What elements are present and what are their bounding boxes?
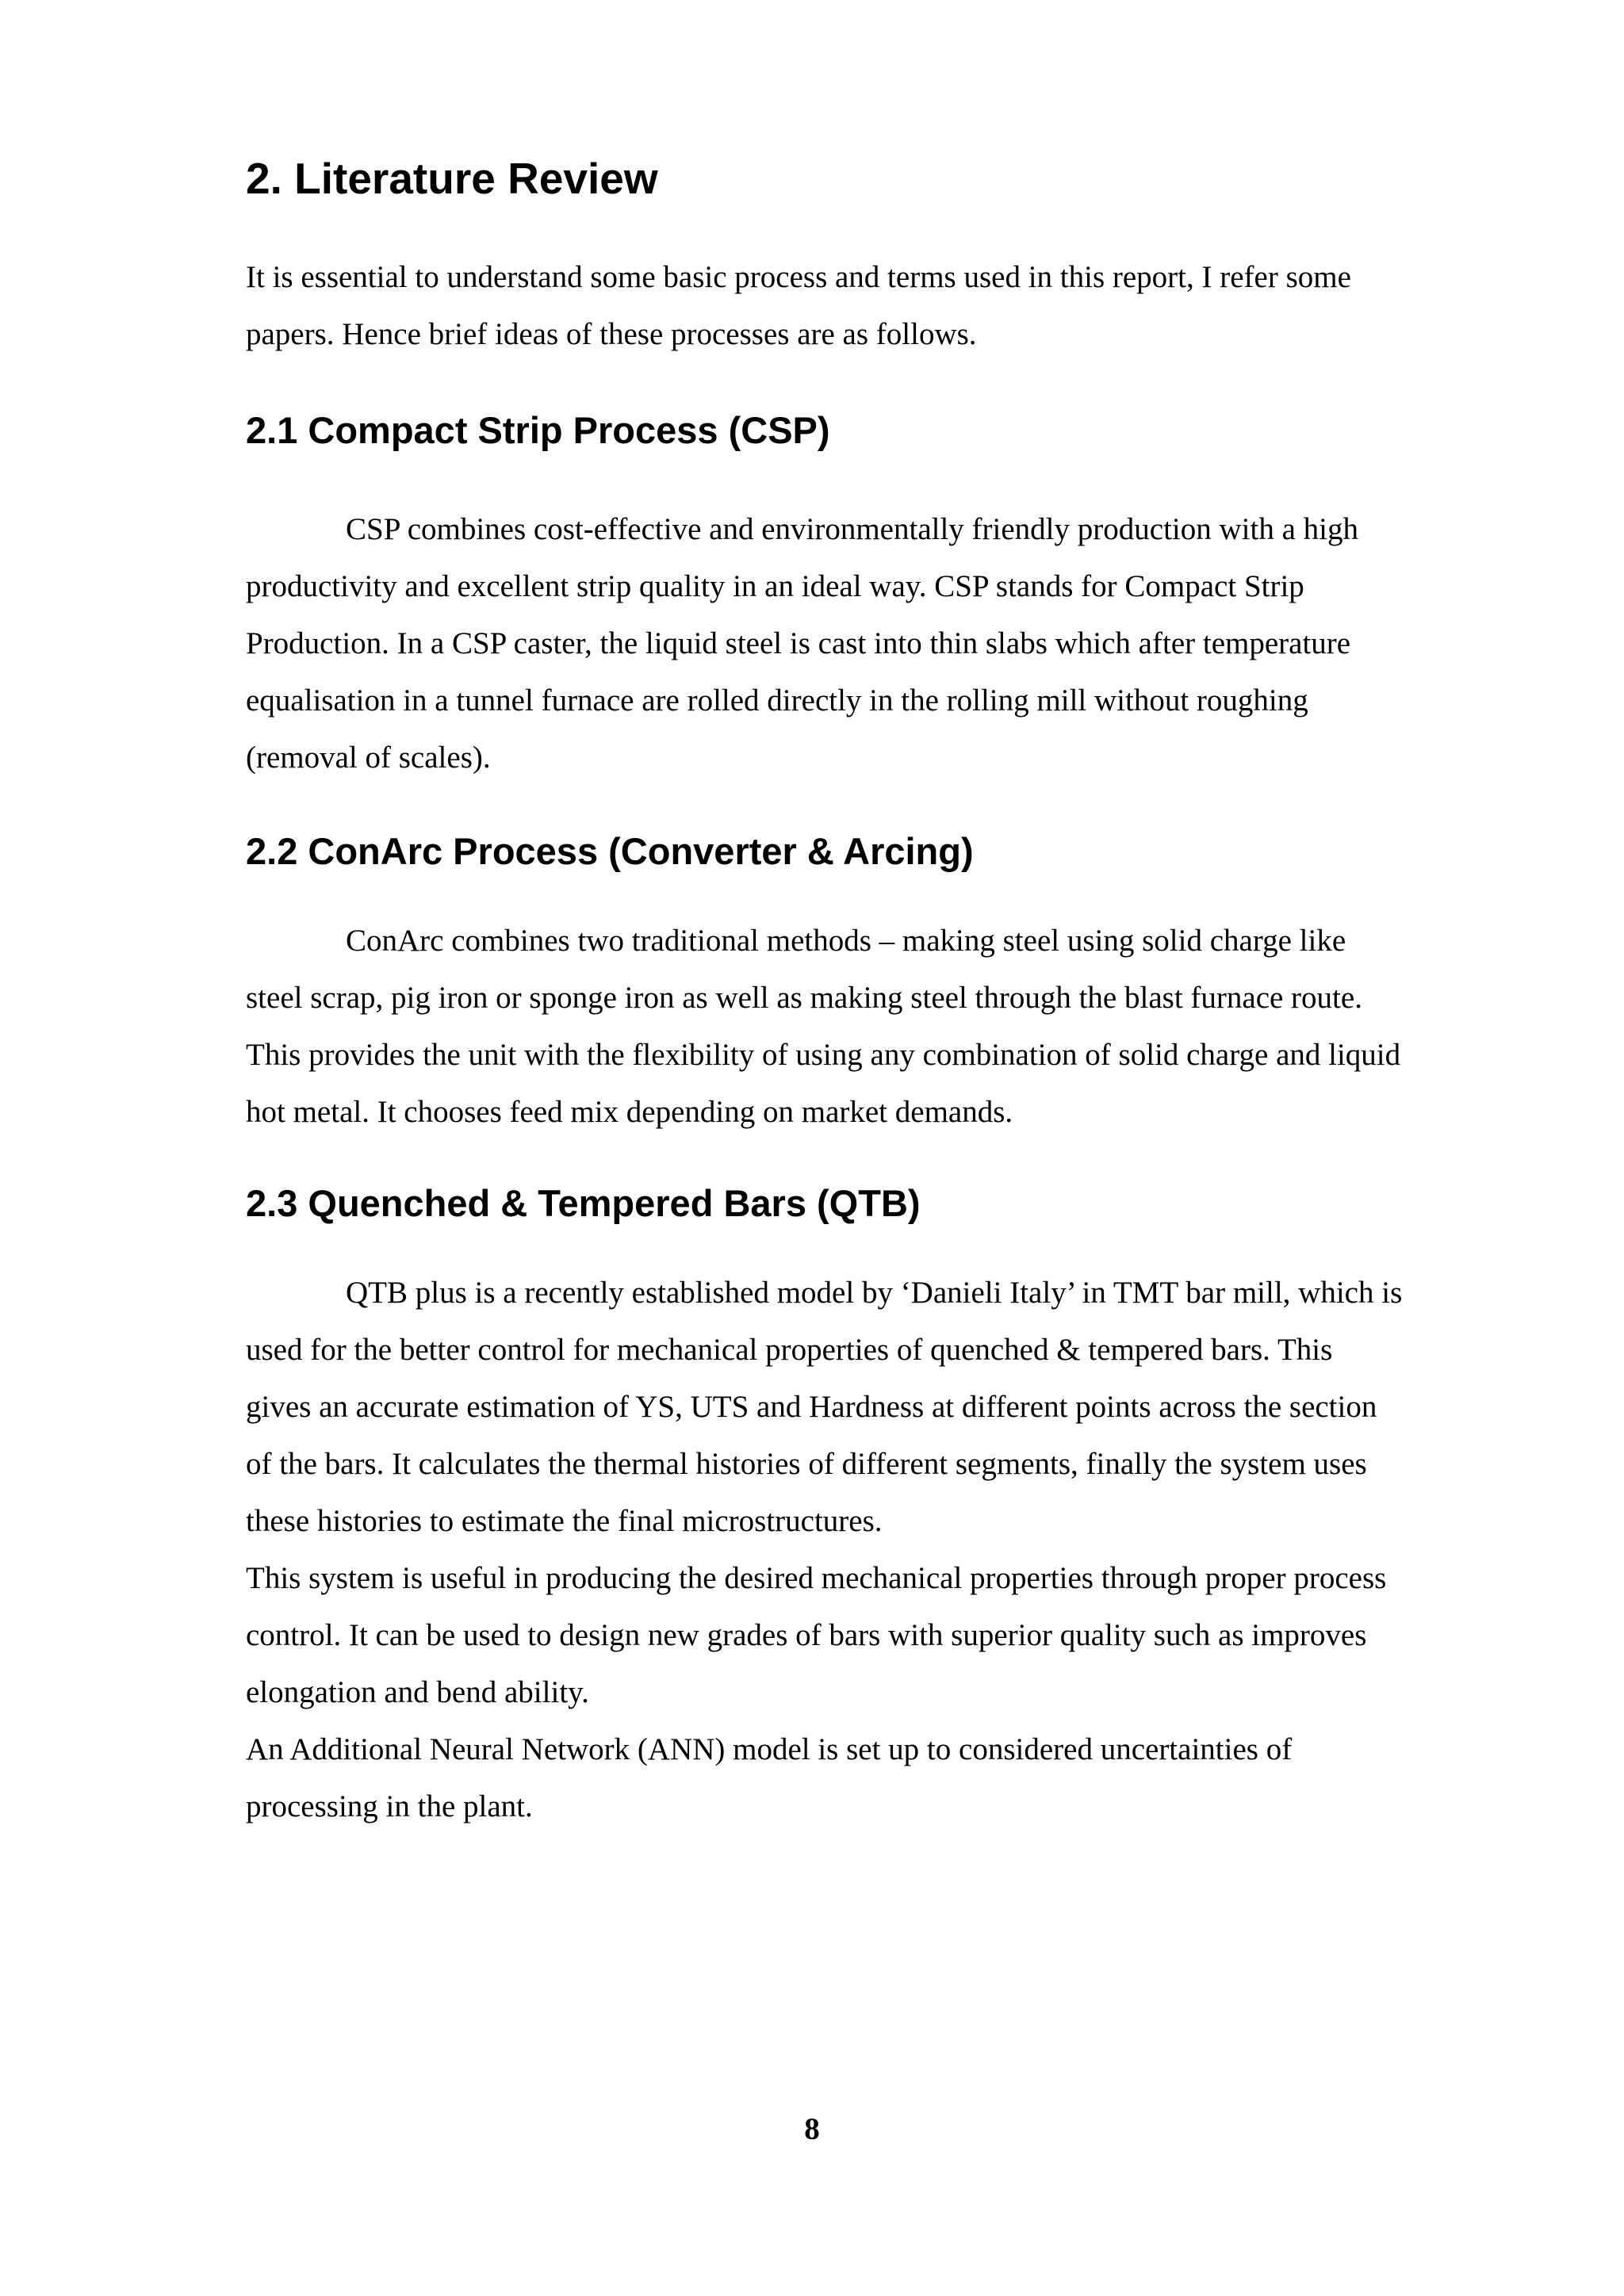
csp-paragraph [246,501,1483,786]
chapter-heading: 2. Literature Review [246,154,658,203]
conarc-line: steel scrap, pig iron or sponge iron as well as making steel through the blast furnace route. [246,981,1362,1015]
qtb-line: An Additional Neural Network (ANN) model is set up to considered uncertainties of [246,1732,1293,1766]
qtb-line: control. It can be used to design new grades of bars with superior quality such as improves [246,1618,1367,1652]
conarc-paragraph [246,913,1483,1141]
section-heading-qtb: 2.3 Quenched & Tempered Bars (QTB) [246,1182,921,1224]
qtb-line: processing in the plant. [246,1789,533,1823]
conarc-line: hot metal. It chooses feed mix depending on market demands. [246,1095,1013,1129]
qtb-line: these histories to estimate the final microstructures. [246,1504,883,1538]
csp-line: equalisation in a tunnel furnace are rolled directly in the rolling mill without roughing [246,683,1308,718]
qtb-line: used for the better control for mechanical properties of quenched & tempered bars. This [246,1333,1333,1367]
intro-paragraph [246,249,1483,363]
csp-line: Production. In a CSP caster, the liquid steel is cast into thin slabs which after temperature [246,626,1351,660]
page-number: 8 [804,2112,820,2146]
section-heading-csp: 2.1 Compact Strip Process (CSP) [246,409,830,451]
qtb-paragraph [246,1265,1483,1835]
csp-line: (removal of scales). [246,740,491,775]
qtb-line: of the bars. It calculates the thermal histories of different segments, finally the system uses [246,1447,1367,1481]
intro-line: It is essential to understand some basic process and terms used in this report, I refer some [246,260,1351,294]
qtb-line: gives an accurate estimation of YS, UTS and Hardness at different points across the section [246,1390,1377,1424]
qtb-line: This system is useful in producing the desired mechanical properties through proper process [246,1561,1387,1595]
csp-line: CSP combines cost-effective and environmentally friendly production with a high [346,512,1358,546]
intro-line: papers. Hence brief ideas of these processes are as follows. [246,317,977,351]
qtb-line: QTB plus is a recently established model by ‘Danieli Italy’ in TMT bar mill, which is [346,1276,1403,1310]
conarc-line: ConArc combines two traditional methods – making steel using solid charge like [346,924,1346,958]
qtb-line: elongation and bend ability. [246,1675,589,1709]
csp-line: productivity and excellent strip quality in an ideal way. CSP stands for Compact Strip [246,569,1304,603]
section-heading-conarc: 2.2 ConArc Process (Converter & Arcing) [246,830,974,872]
conarc-line: This provides the unit with the flexibility of using any combination of solid charge and liquid [246,1038,1401,1072]
